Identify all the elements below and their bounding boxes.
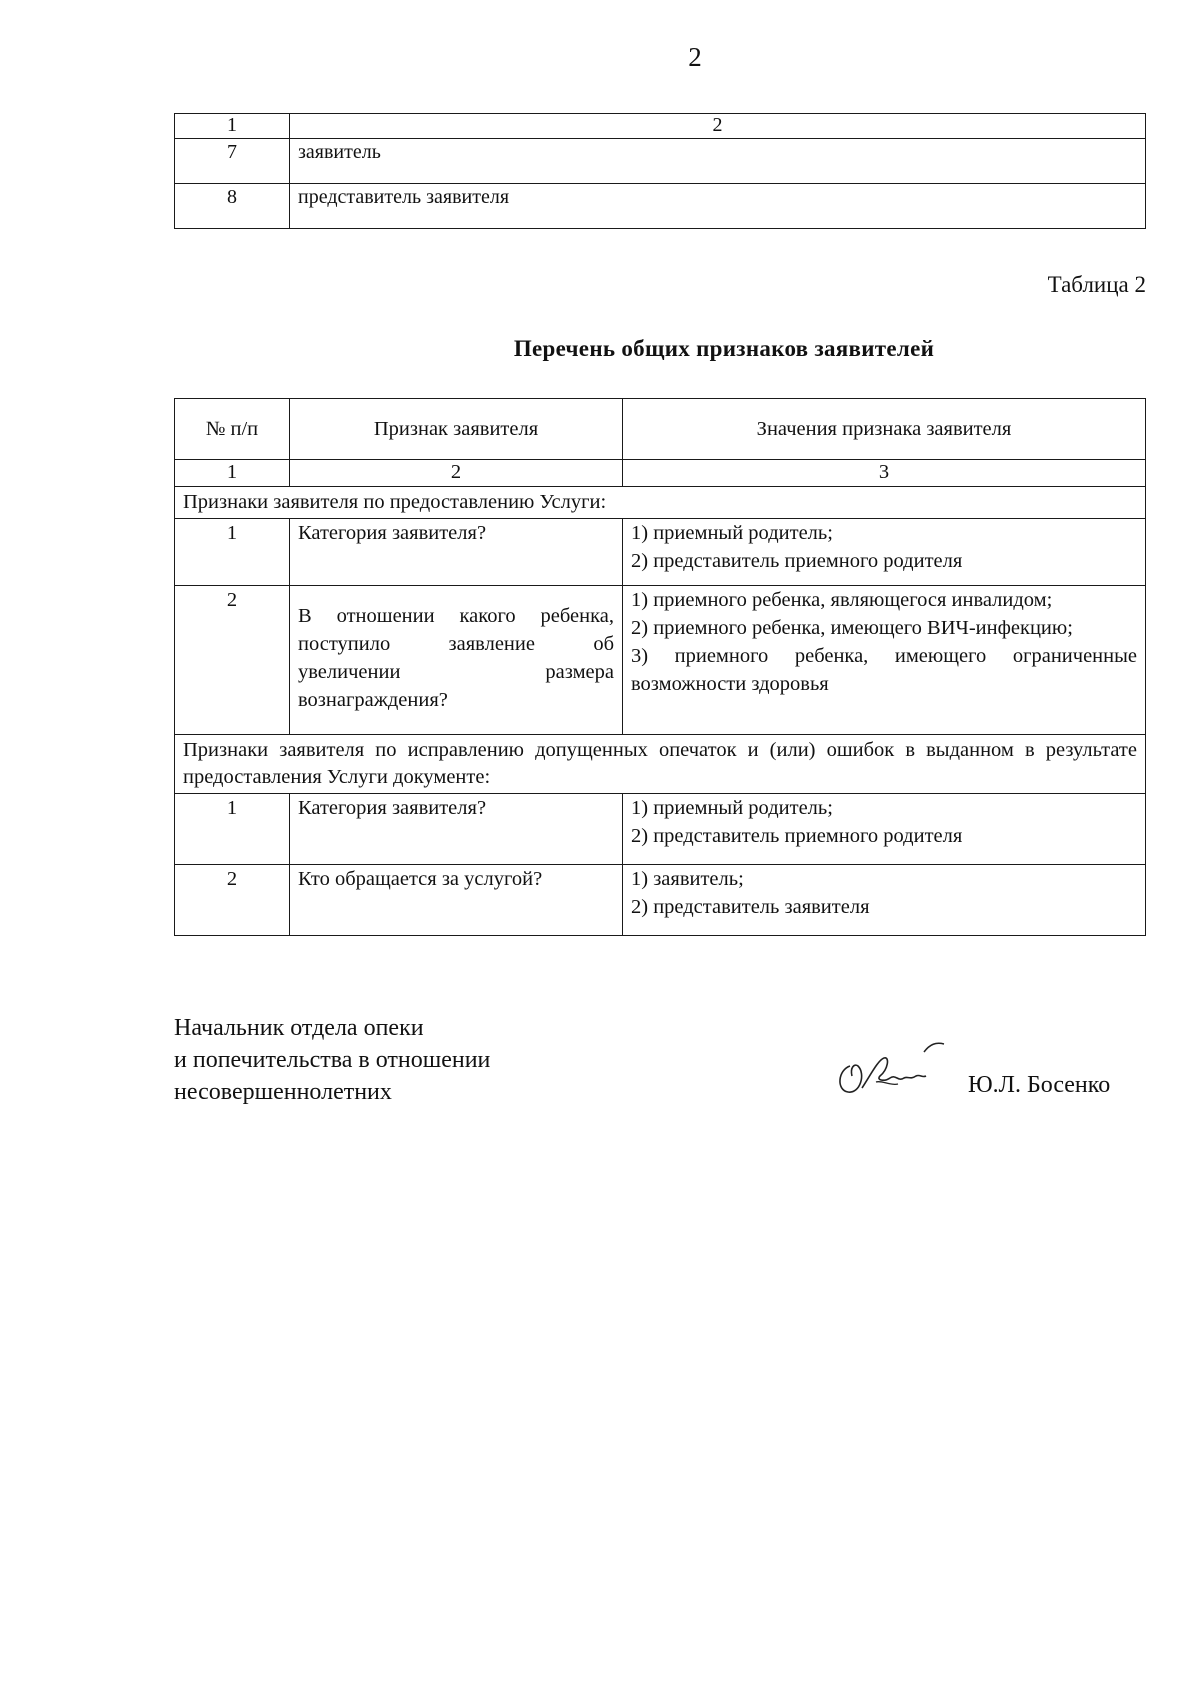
handwritten-signature <box>832 1036 948 1100</box>
column-number: 3 <box>623 460 1146 487</box>
values-cell <box>623 794 1146 865</box>
feature-cell: В отношении какого ребенка, поступило заявление об увеличении размера вознаграждения? <box>290 586 623 735</box>
table-header-row <box>175 399 1146 460</box>
header-cell: Значения признака заявителя <box>623 399 1146 460</box>
header-cell: 1 <box>175 114 290 139</box>
table-header-row <box>175 114 1146 139</box>
table-row <box>175 794 1146 865</box>
position-line: Начальник отдела опеки <box>174 1015 424 1041</box>
header-cell: Признак заявителя <box>290 399 623 460</box>
value-line: 2) представитель приемного родителя <box>631 825 963 847</box>
table-label: Таблица 2 <box>1047 272 1146 297</box>
table-row <box>175 586 1146 735</box>
value-line: 2) представитель приемного родителя <box>631 550 963 572</box>
value-line: 2) приемного ребенка, имеющего ВИЧ-инфекцию; <box>631 617 1073 639</box>
value-line: 1) приемного ребенка, являющегося инвалидом; <box>631 589 1053 611</box>
values-cell <box>623 586 1146 735</box>
signatory-position <box>174 1012 490 1108</box>
value-line: 1) заявитель; <box>631 868 744 890</box>
row-number: 8 <box>175 184 290 229</box>
values-cell <box>623 865 1146 936</box>
column-number: 2 <box>290 460 623 487</box>
signatory-name: Ю.Л. Босенко <box>968 1072 1111 1098</box>
row-number: 1 <box>175 794 290 865</box>
value-line: 3) приемного ребенка, имеющего ограниченные возможности здоровья <box>631 645 1137 695</box>
table-title: Перечень общих признаков заявителей <box>513 336 935 361</box>
column-numbers-row <box>175 460 1146 487</box>
value-line: 2) представитель заявителя <box>631 896 870 918</box>
continuation-table <box>174 113 1146 229</box>
row-number: 7 <box>175 139 290 184</box>
row-text: заявитель <box>290 139 1146 184</box>
feature-cell: Категория заявителя? <box>290 794 623 865</box>
section-title: Признаки заявителя по предоставлению Услуги: <box>175 487 1146 519</box>
value-line: 1) приемный родитель; <box>631 522 833 544</box>
position-line: и попечительства в отношении <box>174 1047 491 1073</box>
position-line: несовершеннолетних <box>174 1079 392 1105</box>
values-cell <box>623 519 1146 586</box>
header-cell: № п/п <box>175 399 290 460</box>
column-number: 1 <box>175 460 290 487</box>
row-number: 2 <box>175 865 290 936</box>
row-text: представитель заявителя <box>290 184 1146 229</box>
table-row <box>175 184 1146 229</box>
section-row <box>175 487 1146 519</box>
page-number: 2 <box>688 42 702 72</box>
feature-cell: Категория заявителя? <box>290 519 623 586</box>
value-line: 1) приемный родитель; <box>631 797 833 819</box>
table-row <box>175 519 1146 586</box>
row-number: 2 <box>175 586 290 735</box>
section-title: Признаки заявителя по исправлению допущенных опечаток и (или) ошибок в выданном в результате предоставления Услуги документе: <box>175 735 1146 794</box>
feature-cell: Кто обращается за услугой? <box>290 865 623 936</box>
table-row <box>175 865 1146 936</box>
section-row <box>175 735 1146 794</box>
row-number: 1 <box>175 519 290 586</box>
table-row <box>175 139 1146 184</box>
applicant-features-table <box>174 398 1146 936</box>
header-cell: 2 <box>290 114 1146 139</box>
